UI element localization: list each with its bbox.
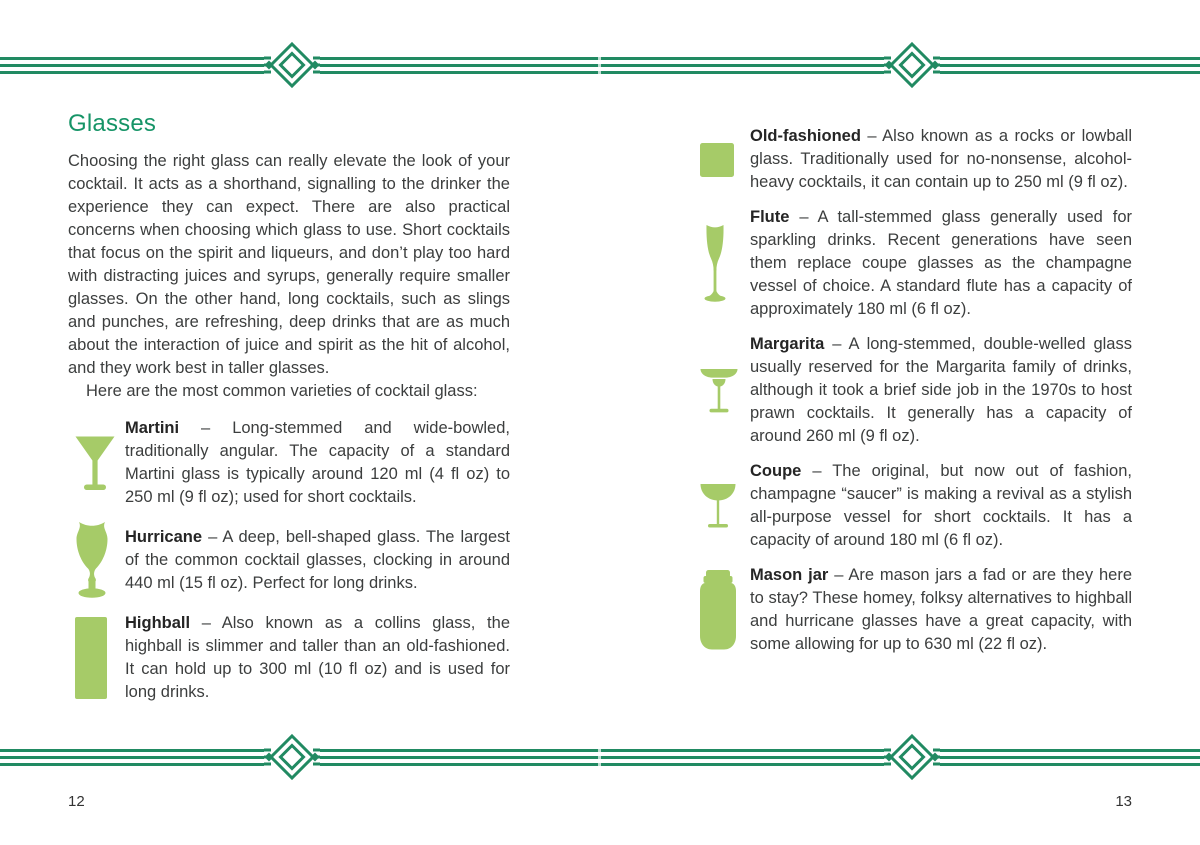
glass-entry-highball [68,612,510,704]
dash-separator: – [860,127,883,145]
glass-name: Highball [125,614,191,632]
glass-description: Also known as a collins glass, the highball is slimmer and taller than an old-fashioned. It can hold up to 300 ml (10 fl oz) and is used for long drinks. [125,614,510,701]
hurricane-glass-icon [75,522,109,599]
page-number-right: 13 [1115,793,1132,810]
glass-name: Mason jar [750,566,829,584]
old-fashioned-glass-icon [700,143,734,177]
glass-description: Long-stemmed and wide-bowled, traditionally angular. The capacity of a standard Martini glass is typically around 120 ml (4 fl oz) to 250 ml (9 fl oz); used for short cocktails. [125,419,510,506]
coupe-glass-icon [700,484,736,528]
glass-name: Hurricane [125,528,203,546]
glass-name: Margarita [750,335,825,353]
glass-name: Coupe [750,462,802,480]
glass-entry-old-fashioned [700,125,1132,194]
glass-description: Also known as a rocks or lowball glass. Traditionally used for no-nonsense, alcohol-heavy cocktails, it can contain up to 250 ml (9 fl oz). [750,127,1133,191]
page-gutter-seam [598,749,601,766]
dash-separator: – [801,462,833,480]
glass-entry-text [125,417,510,509]
glass-entry-hurricane [68,522,510,599]
glass-entry-flute [700,206,1132,321]
page-title: Glasses [68,110,157,137]
dash-separator: – [824,335,849,353]
diamond-ornament-icon [264,37,320,93]
glass-description: The original, but now out of fashion, champagne “saucer” is making a revival as a stylish all-purpose vessel for short cocktails. It has a capacity of around 180 ml (6 fl oz). [750,462,1132,549]
dash-separator: – [190,614,222,632]
dash-separator: – [828,566,849,584]
glass-icon-column [700,225,750,303]
glass-name: Flute [750,208,790,226]
dash-separator: – [202,528,223,546]
glass-entry-text [125,612,510,704]
glass-entry-text [750,333,1132,448]
diamond-ornament-icon [264,729,320,785]
lead-in-line: Here are the most common varieties of cocktail glass: [86,382,478,400]
diamond-ornament-icon [884,37,940,93]
glass-description: A deep, bell-shaped glass. The largest of the common cocktail glasses, clocking in around 440 ml (15 fl oz). Perfect for long drinks. [125,528,510,592]
glass-icon-column [700,143,750,177]
glass-icon-column [700,570,750,650]
flute-glass-icon [700,225,730,303]
bottom-border-rule [0,749,1200,766]
dash-separator: – [789,208,818,226]
glass-icon-column [700,484,750,528]
diamond-ornament-icon [884,729,940,785]
martini-glass-icon [75,436,115,491]
page-number-left: 12 [68,793,85,810]
intro-paragraph: Choosing the right glass can really elevate the look of your cocktail. It acts as a shorthand, signalling to the drinker the experience they can expect. There are also practical concerns when choosing which glass to use. Short cocktails that focus on the spirit and liqueurs, and don’t play too hard with distracting juices and syrups, generally require smaller glasses. On the other hand, long cocktails, such as slings and punches, are refreshing, deep drinks that are as much about the interaction of juice and spirit as the hit of alcohol, and they work best in taller glasses. [68,152,510,377]
glass-entry-text [750,564,1132,656]
glass-entries-right [700,125,1132,656]
glass-entry-mason-jar [700,564,1132,656]
highball-glass-icon [75,617,107,699]
glass-entry-coupe [700,460,1132,552]
glass-entry-text [750,206,1132,321]
glass-name: Martini [125,419,180,437]
glass-entry-text [750,125,1132,194]
glass-entry-margarita [700,333,1132,448]
glass-entries-left [68,417,510,704]
mason-jar-icon [700,570,736,650]
glass-icon-column [68,436,125,491]
page-left [68,110,510,717]
dash-separator: – [179,419,233,437]
glass-name: Old-fashioned [750,127,861,145]
page-right [700,125,1132,668]
glass-icon-column [68,617,125,699]
glass-entry-text [125,526,510,595]
glass-entry-martini [68,417,510,509]
glass-description: Are mason jars a fad or are they here to stay? These homey, folksy alternatives to highball and hurricane glasses have a great capacity, with some allowing for up to 630 ml (22 fl oz). [750,566,1133,653]
top-border-rule [0,57,1200,74]
glass-icon-column [68,522,125,599]
glass-description: A long-stemmed, double-welled glass usually reserved for the Margarita family of drinks, although it took a brief side job in the 1970s to host prawn cocktails. It generally has a capacity of around 260 ml (9 fl oz). [750,335,1132,445]
page-gutter-seam [598,57,601,74]
glass-description: A tall-stemmed glass generally used for sparkling drinks. Recent generations have seen them replace coupe glasses as the champagne vessel of choice. A standard flute has a capacity of approximately 180 ml (6 fl oz). [750,208,1133,318]
glass-icon-column [700,369,750,413]
glass-entry-text [750,460,1132,552]
margarita-glass-icon [700,369,738,413]
